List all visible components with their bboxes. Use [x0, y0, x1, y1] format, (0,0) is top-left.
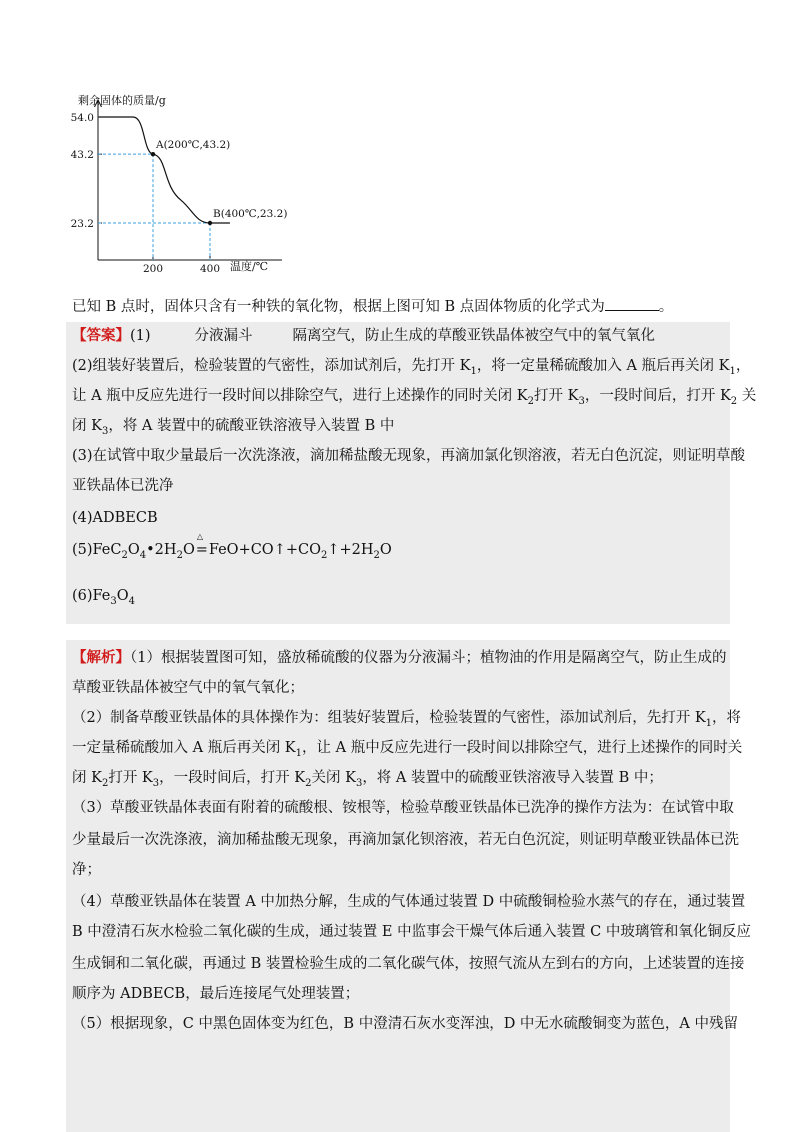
x-tick-label: 200: [142, 263, 164, 275]
analysis-line-11: 生成铜和二氧化碳，再通过 B 装置检验生成的二氧化碳气体，按照气流从左到右的方向，上述装置的连接: [72, 956, 745, 972]
answer-line-7: (4)ADBECB: [72, 510, 158, 526]
analysis-line-13: （5）根据现象，C 中黑色固体变为红色，B 中澄清石灰水变浑浊，D 中无水硫酸铜变为蓝色，A 中残留: [72, 1016, 739, 1032]
answer-line-1: 【答案】(1) 分液漏斗 隔离空气，防止生成的草酸亚铁晶体被空气中的氧气氧化: [72, 327, 656, 344]
answer-line-4: 闭 $K_3$，将 A 装置中的硫酸亚铁溶液导入装置 B 中: [72, 418, 395, 437]
point-label: A(200℃,43.2): [156, 139, 231, 152]
y-tick-label: 54.0: [70, 112, 94, 124]
question-line: 已知 B 点时，固体只含有一种铁的氧化物，根据上图可知 B 点固体物质的化学式为 。: [72, 296, 673, 317]
analysis-line-7: 少量最后一次洗涤液，滴加稀盐酸无现象，再滴加氯化钡溶液，若无白色沉淀，则证明草酸亚铁晶体已洗: [72, 832, 739, 848]
mass-temperature-chart: [60, 88, 300, 288]
analysis-line-5: 闭 $K_2$打开 $K_3$，一段时间后，打开 $K_2$关闭 $K_3$，将 A 装置中的硫酸亚铁溶液导入装置 B 中；: [72, 770, 663, 789]
analysis-line-3: （2）制备草酸亚铁晶体的具体操作为：组装好装置后，检验装置的气密性，添加试剂后，先打开 $K_1$，将: [72, 710, 742, 729]
analysis-line-8: 净；: [72, 862, 101, 878]
analysis-line-12: 顺序为 ADBECB，最后连接尾气处理装置；: [72, 986, 360, 1002]
analysis-line-9: （4）草酸亚铁晶体在装置 A 中加热分解，生成的气体通过装置 D 中硫酸铜检验水蒸气的存在，通过装置: [72, 894, 746, 910]
answer-line-3: 让 A 瓶中反应先进行一段时间以排除空气，进行上述操作的同时关闭 $K_2$打开 $K_3$，一段时间后，打开 $K_2$ 关: [72, 388, 757, 407]
analysis-line-4: 一定量稀硫酸加入 A 瓶后再关闭 $K_1$，让 A 瓶中反应先进行一段时间以排除空气，进行上述操作的同时关: [72, 740, 743, 759]
heating-equals-sign: = △: [195, 540, 209, 560]
answer-line-6: 亚铁晶体已洗净: [72, 478, 174, 494]
question-text: 已知 B 点时，固体只含有一种铁的氧化物，根据上图可知 B 点固体物质的化学式为: [72, 299, 605, 315]
mass-curve: [99, 117, 230, 223]
point-label: B(400℃,23.2): [213, 208, 288, 220]
answer-tag: 【答案】: [72, 327, 130, 344]
data-point: [151, 152, 155, 156]
answer-line-5: (3)在试管中取少量最后一次洗涤液，滴加稀盐酸无现象，再滴加氯化钡溶液，若无白色沉淀，则证明草酸: [72, 448, 746, 464]
data-point: [208, 221, 212, 225]
x-axis-label: 温度/℃: [230, 260, 269, 273]
analysis-tag: 【解析】: [72, 649, 130, 666]
x-tick-label: 400: [199, 263, 221, 275]
y-tick-label: 43.2: [70, 149, 94, 162]
answer-line-2: (2)组装好装置后，检验装置的气密性，添加试剂后，先打开 $K_1$，将一定量稀硫酸加入 A 瓶后再关闭 $K_1$，: [72, 358, 751, 377]
analysis-line-2: 草酸亚铁晶体被空气中的氧气氧化；: [72, 680, 304, 696]
y-axis-label: 剩余固体的质量/g: [78, 94, 166, 107]
answer-line-8: $(5)FeC_2O_4•2H_2O=$ △ $FeO+CO↑+CO_2↑+2H_2O$: [72, 540, 392, 560]
analysis-line-10: B 中澄清石灰水检验二氧化碳的生成，通过装置 E 中监事会干燥气体后通入装置 C 中玻璃管和氧化铜反应: [72, 924, 751, 940]
analysis-line-1: 【解析】（1）根据装置图可知，盛放稀硫酸的仪器为分液漏斗；植物油的作用是隔离空气，防止生成的: [72, 649, 727, 666]
heating-condition: △: [196, 532, 203, 541]
answer-line-9: $(6)Fe_3O_4$: [72, 588, 136, 607]
answer-blank: [605, 296, 659, 311]
analysis-line-6: （3）草酸亚铁晶体表面有附着的硫酸根、铵根等，检验草酸亚铁晶体已洗净的操作方法为：在试管中取: [72, 800, 734, 816]
y-tick-label: 23.2: [70, 218, 94, 230]
